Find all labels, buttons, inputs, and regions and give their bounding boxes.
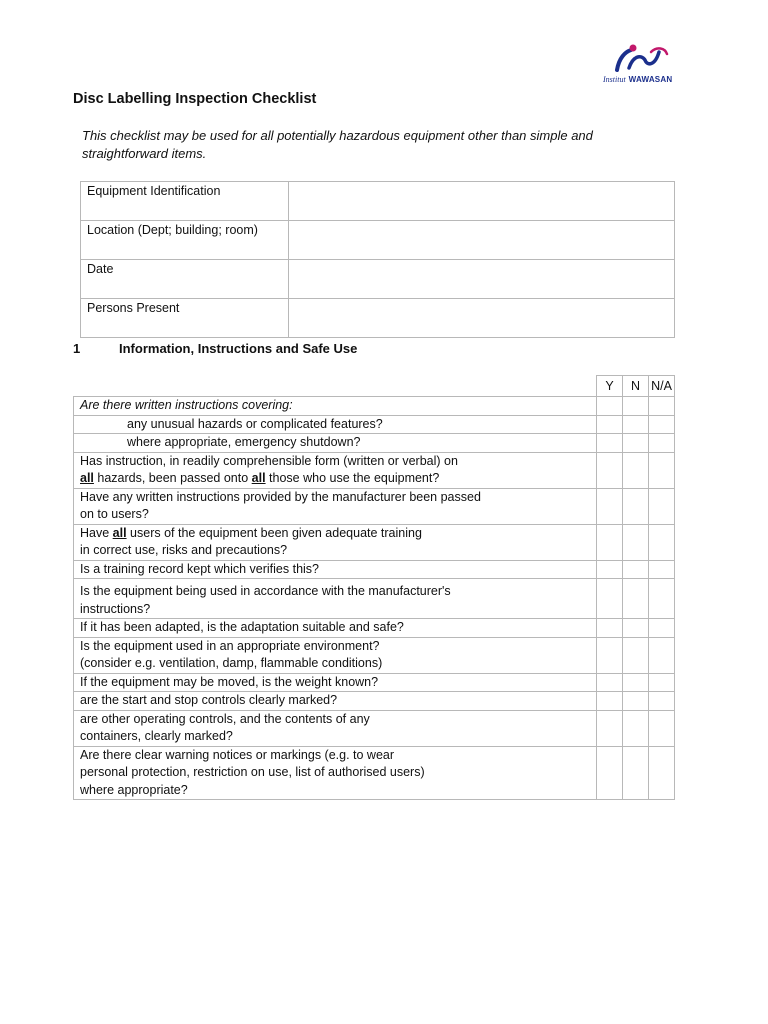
answer-cell-y[interactable] [597, 746, 623, 800]
table-row [74, 619, 675, 638]
logo-wordmark: Institut WAWASAN [603, 75, 673, 84]
info-value-field[interactable] [289, 299, 675, 338]
question-text: Is a training record kept which verifies this? [74, 560, 597, 579]
answer-cell-n[interactable] [623, 746, 649, 800]
answer-cell-n[interactable] [623, 637, 649, 673]
answer-cell-y[interactable] [597, 415, 623, 434]
answer-cell-na[interactable] [649, 579, 675, 619]
info-label: Location (Dept; building; room) [81, 221, 289, 260]
intro-text: This checklist may be used for all potentially hazardous equipment other than simple and straightforward items. [82, 128, 593, 161]
answer-cell-n[interactable] [623, 397, 649, 416]
answer-cell-na[interactable] [649, 415, 675, 434]
answer-cell-y[interactable] [597, 488, 623, 524]
answer-cell-y[interactable] [597, 452, 623, 488]
checklist-table [73, 375, 675, 800]
answer-cell-n[interactable] [623, 415, 649, 434]
info-row [81, 299, 675, 338]
answer-cell-na[interactable] [649, 397, 675, 416]
section-heading [73, 341, 357, 356]
question-text: Is the equipment used in an appropriate environment? (consider e.g. ventilation, damp, flammable conditions) [74, 637, 597, 673]
question-text: Have all users of the equipment been given adequate training in correct use, risks and precautions? [74, 524, 597, 560]
table-row [74, 637, 675, 673]
answer-cell-na[interactable] [649, 637, 675, 673]
column-header-y: Y [597, 376, 623, 397]
answer-cell-na[interactable] [649, 524, 675, 560]
answer-cell-y[interactable] [597, 397, 623, 416]
question-text: Have any written instructions provided by the manufacturer been passed on to users? [74, 488, 597, 524]
table-row [74, 415, 675, 434]
info-value-field[interactable] [289, 221, 675, 260]
column-header-n: N [623, 376, 649, 397]
question-text: Is the equipment being used in accordance with the manufacturer's instructions? [74, 579, 597, 619]
answer-cell-n[interactable] [623, 579, 649, 619]
section-title: Information, Instructions and Safe Use [119, 341, 358, 356]
table-row [74, 692, 675, 711]
answer-cell-na[interactable] [649, 434, 675, 453]
table-row [74, 452, 675, 488]
table-row [74, 434, 675, 453]
answer-cell-na[interactable] [649, 673, 675, 692]
answer-cell-n[interactable] [623, 710, 649, 746]
info-label: Persons Present [81, 299, 289, 338]
answer-cell-n[interactable] [623, 434, 649, 453]
answer-cell-na[interactable] [649, 619, 675, 638]
column-header-na: N/A [649, 376, 675, 397]
table-row [74, 710, 675, 746]
question-text: If the equipment may be moved, is the weight known? [74, 673, 597, 692]
equipment-info-table [80, 181, 675, 338]
answer-cell-na[interactable] [649, 692, 675, 711]
answer-cell-n[interactable] [623, 619, 649, 638]
table-row [74, 488, 675, 524]
table-row [74, 579, 675, 619]
answer-cell-na[interactable] [649, 452, 675, 488]
answer-cell-y[interactable] [597, 673, 623, 692]
wawasan-logo-icon [611, 44, 669, 76]
question-text: Has instruction, in readily comprehensible form (written or verbal) on all hazards, been passed onto all those who use the equipment? [74, 452, 597, 488]
table-row [74, 673, 675, 692]
info-value-field[interactable] [289, 182, 675, 221]
answer-cell-n[interactable] [623, 673, 649, 692]
checklist-header-row [74, 376, 675, 397]
section-number: 1 [73, 341, 81, 356]
answer-cell-y[interactable] [597, 434, 623, 453]
table-row [74, 560, 675, 579]
answer-cell-na[interactable] [649, 746, 675, 800]
answer-cell-y[interactable] [597, 637, 623, 673]
table-row [74, 397, 675, 416]
answer-cell-n[interactable] [623, 524, 649, 560]
info-label: Date [81, 260, 289, 299]
answer-cell-n[interactable] [623, 452, 649, 488]
answer-cell-na[interactable] [649, 710, 675, 746]
question-text: Are there written instructions covering: [74, 397, 597, 416]
question-text: any unusual hazards or complicated features? [74, 415, 597, 434]
question-text: If it has been adapted, is the adaptation suitable and safe? [74, 619, 597, 638]
answer-cell-n[interactable] [623, 692, 649, 711]
answer-cell-y[interactable] [597, 524, 623, 560]
answer-cell-n[interactable] [623, 488, 649, 524]
question-text: are the start and stop controls clearly marked? [74, 692, 597, 711]
question-text: where appropriate, emergency shutdown? [74, 434, 597, 453]
page-title: Disc Labelling Inspection Checklist [73, 91, 317, 107]
answer-cell-y[interactable] [597, 692, 623, 711]
table-row [74, 524, 675, 560]
info-row [81, 182, 675, 221]
answer-cell-na[interactable] [649, 560, 675, 579]
info-value-field[interactable] [289, 260, 675, 299]
question-text: are other operating controls, and the contents of any containers, clearly marked? [74, 710, 597, 746]
answer-cell-n[interactable] [623, 560, 649, 579]
answer-cell-y[interactable] [597, 579, 623, 619]
info-row [81, 221, 675, 260]
institut-wawasan-logo [603, 44, 677, 88]
answer-cell-na[interactable] [649, 488, 675, 524]
table-row [74, 746, 675, 800]
answer-cell-y[interactable] [597, 710, 623, 746]
question-text: Are there clear warning notices or markings (e.g. to wear personal protection, restriction on use, list of authorised users) where appropriate? [74, 746, 597, 800]
info-row [81, 260, 675, 299]
answer-cell-y[interactable] [597, 619, 623, 638]
info-label: Equipment Identification [81, 182, 289, 221]
answer-cell-y[interactable] [597, 560, 623, 579]
